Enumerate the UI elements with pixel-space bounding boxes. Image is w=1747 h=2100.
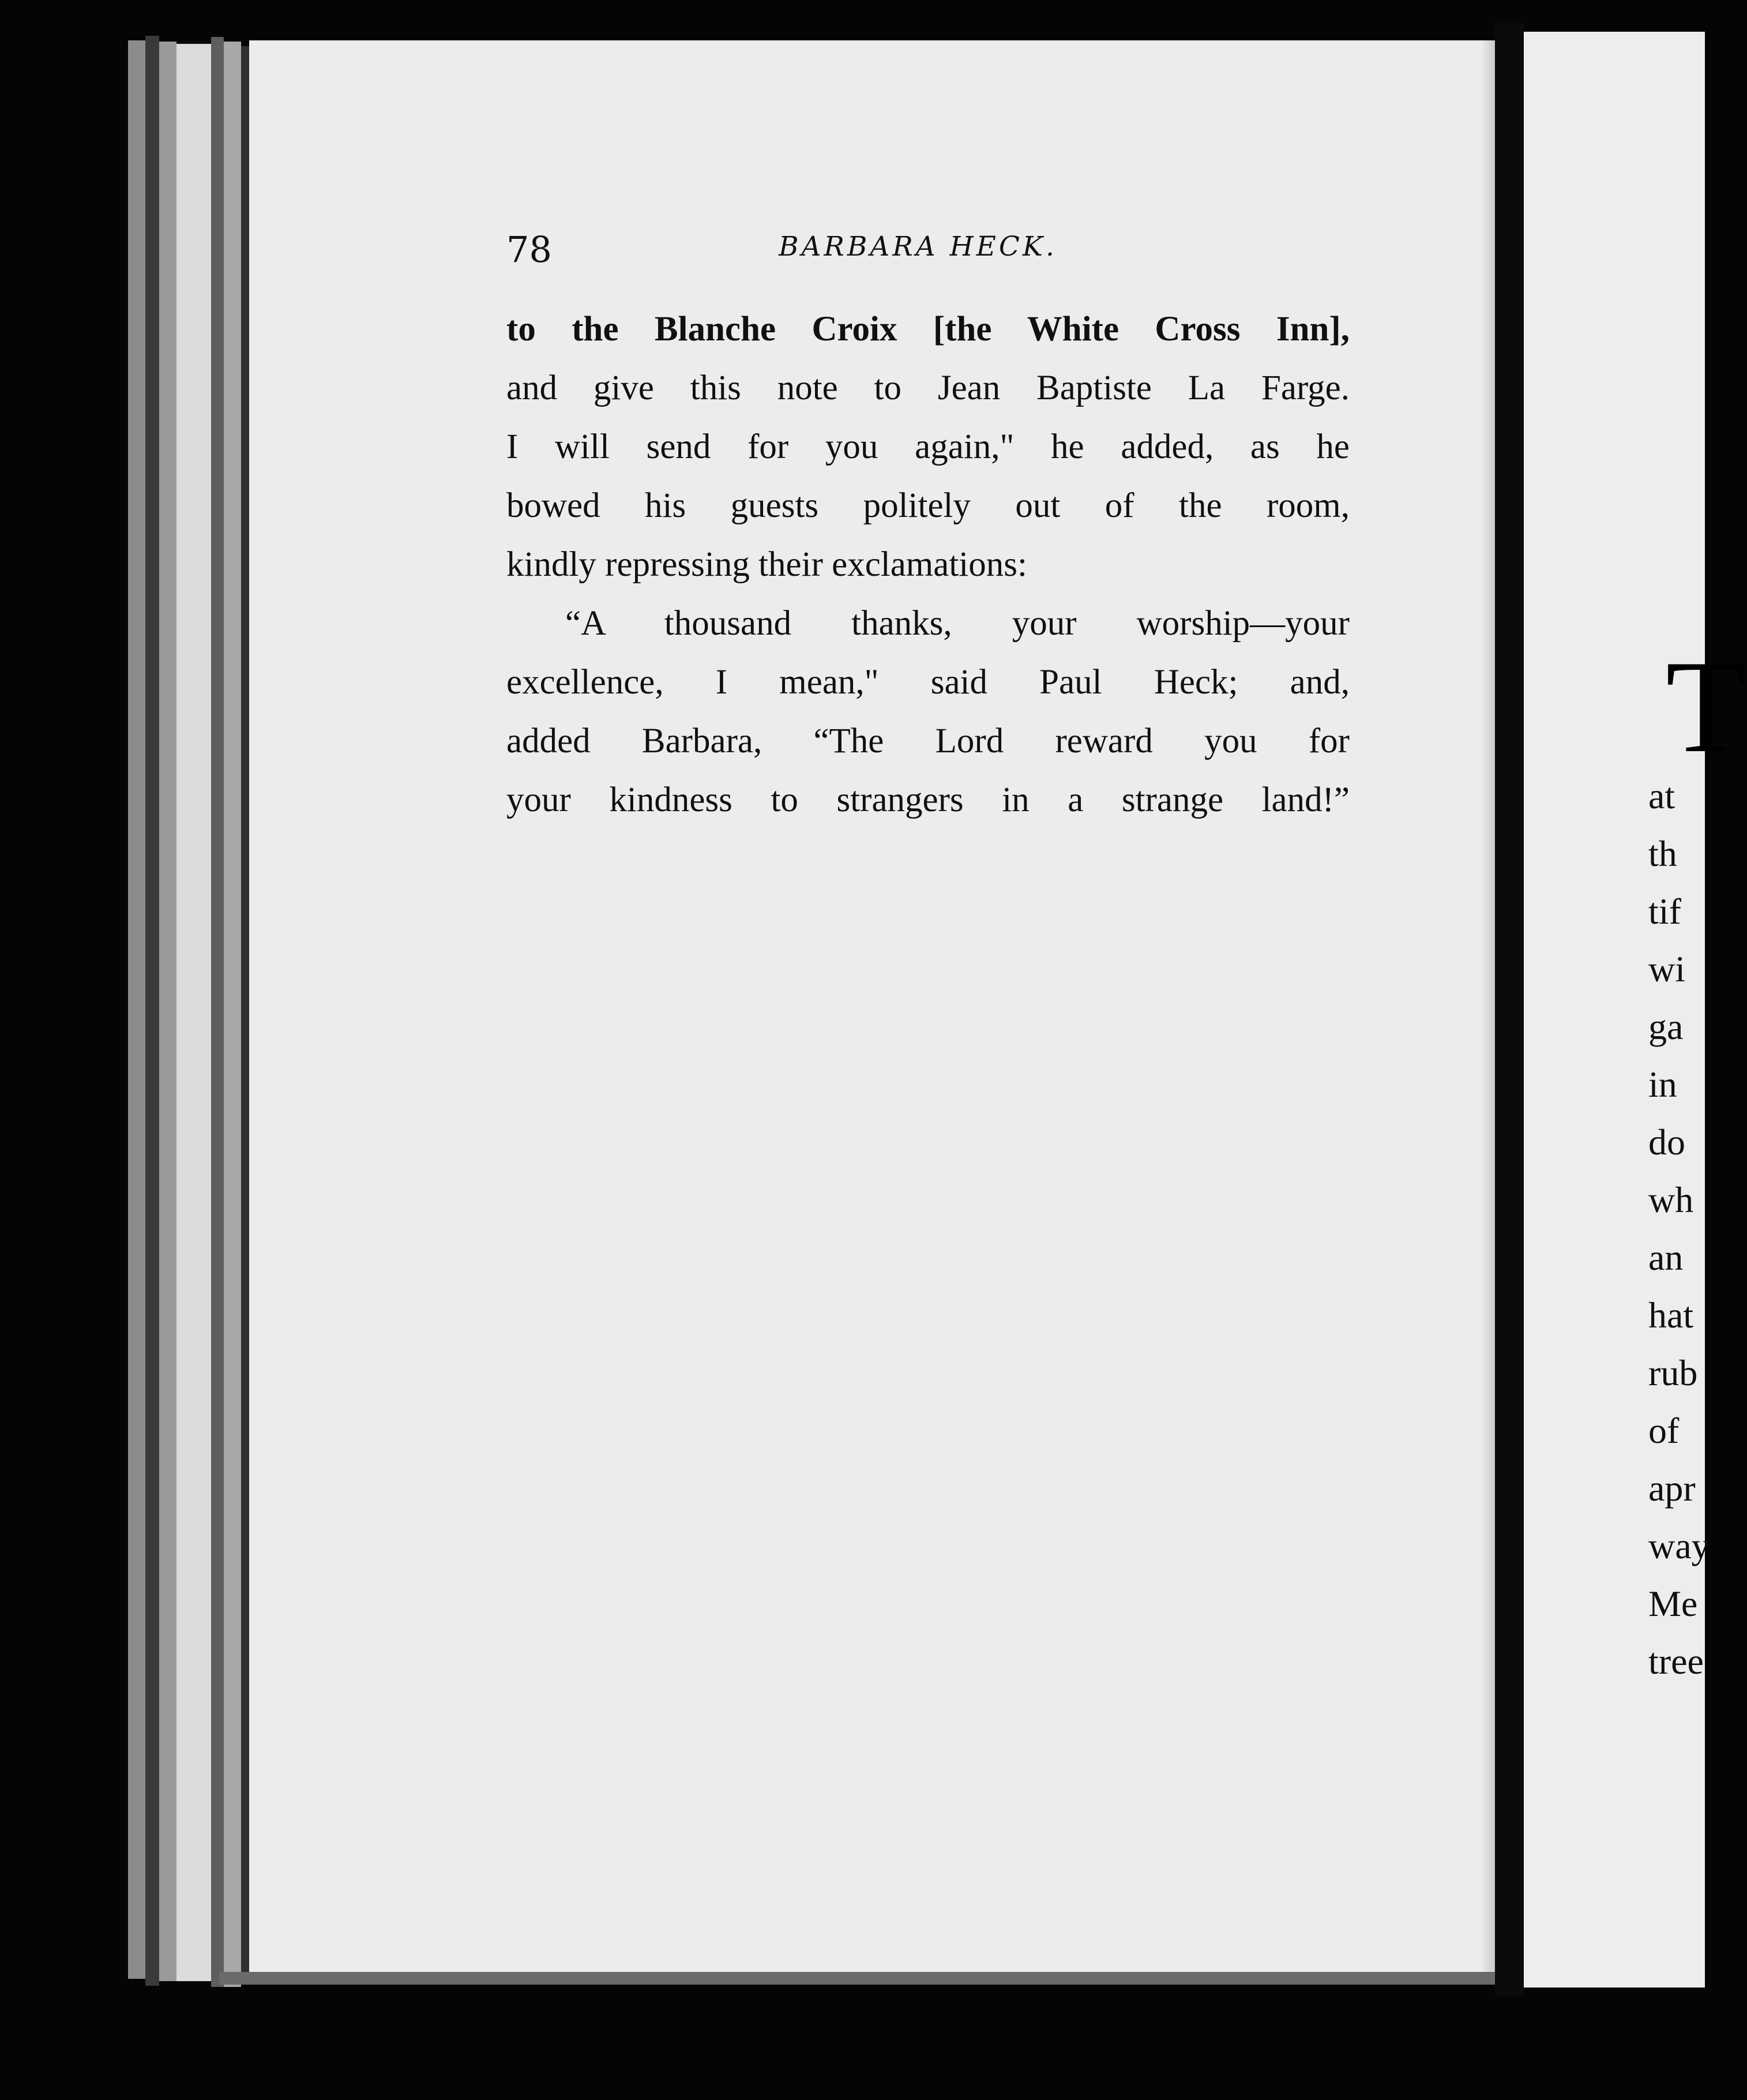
- page-edge: [176, 44, 211, 1981]
- text-line: bowed his guests politely out of the room,: [506, 486, 1350, 525]
- next-page-line: apr: [1648, 1468, 1696, 1509]
- next-page-line: at: [1648, 775, 1675, 816]
- running-title: BARBARA HECK.: [779, 231, 1057, 262]
- next-page-line: way: [1648, 1525, 1710, 1566]
- page-edge: [224, 42, 241, 1987]
- next-page-line: wh: [1648, 1179, 1694, 1220]
- page-edge: [211, 37, 224, 1987]
- page-edge-bottom: [219, 1972, 1500, 1985]
- text-line: excellence, I mean," said Paul Heck; and,: [506, 663, 1350, 702]
- next-page-line: of: [1648, 1410, 1680, 1451]
- next-page-line: hat: [1648, 1295, 1694, 1336]
- next-page-drop-cap: T: [1666, 633, 1747, 780]
- text-line: “A thousand thanks, your worship—your: [565, 604, 1350, 643]
- text-line: I will send for you again," he added, as he: [506, 427, 1350, 466]
- page-edge: [241, 46, 249, 1985]
- page-edge: [128, 40, 145, 1979]
- next-page-line: an: [1648, 1237, 1684, 1278]
- next-page-text: [1648, 767, 1710, 1690]
- running-head: [506, 219, 1083, 277]
- next-page-line: tif: [1648, 891, 1681, 932]
- next-page-line: Me: [1648, 1583, 1698, 1624]
- text-line: to the Blanche Croix [the White Cross Inn],: [506, 310, 1350, 348]
- page-edge: [159, 42, 176, 1981]
- next-page-line: th: [1648, 833, 1677, 874]
- next-page-line: ga: [1648, 1006, 1684, 1047]
- next-page-line: in: [1648, 1064, 1677, 1105]
- page-number: 78: [506, 228, 552, 271]
- next-page-line: rub: [1648, 1352, 1698, 1393]
- book-gutter: [1495, 23, 1524, 1996]
- next-page-line: wi: [1648, 948, 1685, 989]
- next-page-line: tree: [1648, 1641, 1704, 1682]
- text-line: kindly repressing their exclamations:: [506, 545, 1027, 584]
- next-page-line: do: [1648, 1122, 1685, 1162]
- body-text: [506, 300, 1350, 830]
- page-edge: [145, 36, 159, 1986]
- text-line: and give this note to Jean Baptiste La Farge.: [506, 369, 1350, 407]
- text-line: your kindness to strangers in a strange land!”: [506, 781, 1350, 819]
- text-line: added Barbara, “The Lord reward you for: [506, 722, 1350, 760]
